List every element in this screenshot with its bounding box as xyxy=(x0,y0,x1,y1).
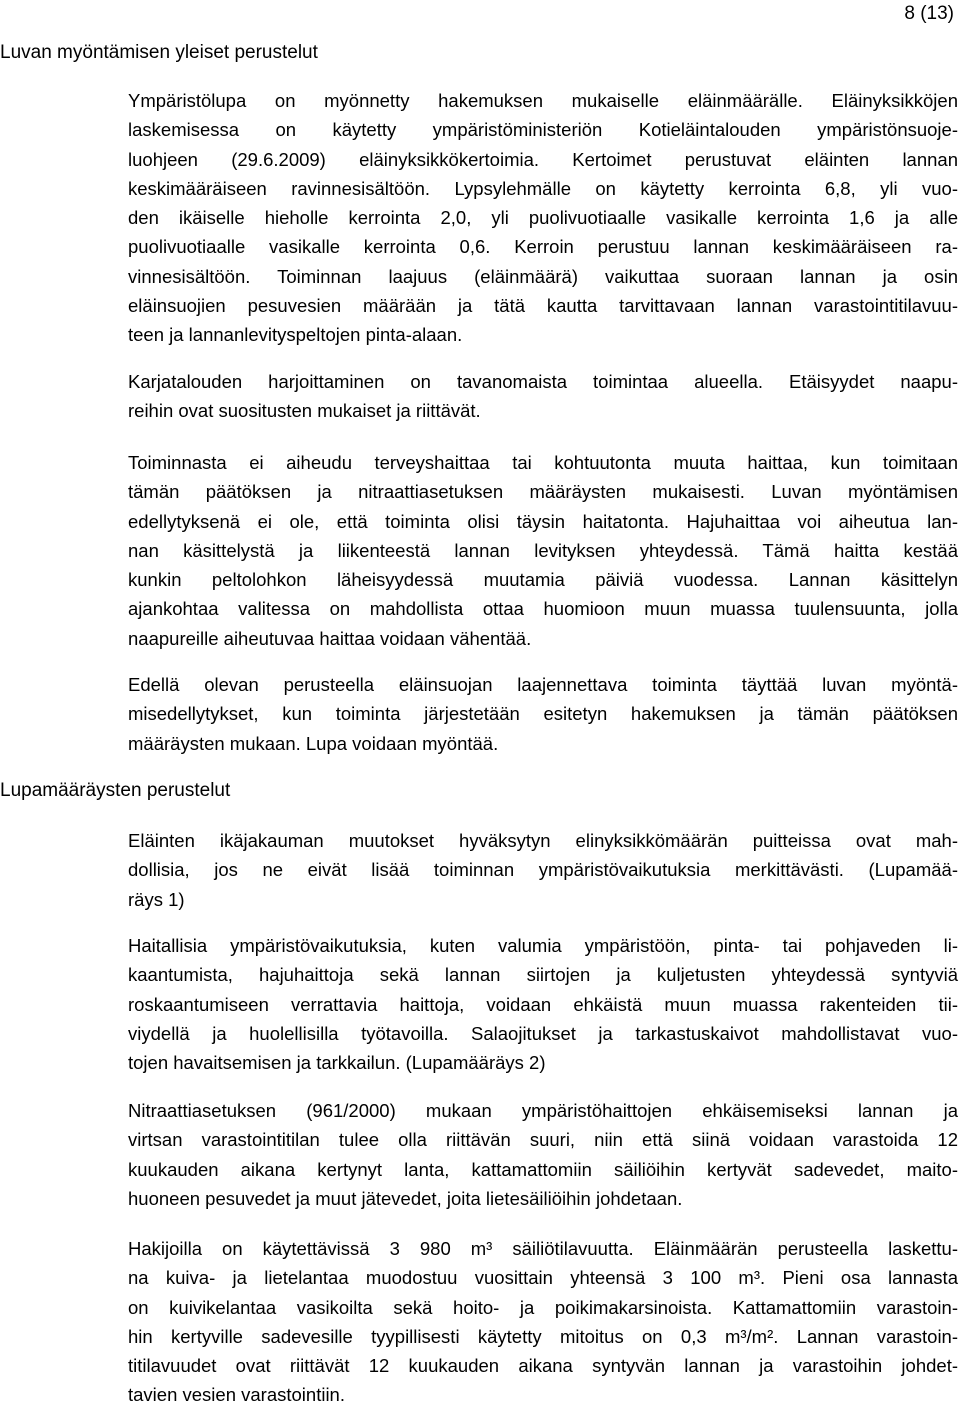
text-line: viydellä ja huolellisilla työtavoilla. Salaojitukset ja tarkastuskaivot mahdollistavat vuo- xyxy=(128,1022,958,1044)
paragraph xyxy=(128,1234,958,1410)
text-line: tavien vesien varastointiin. xyxy=(128,1384,345,1406)
paragraph xyxy=(128,670,958,758)
text-line: roskaantumiseen verrattavia haittoja, voidaan ehkäistä muun muassa rakenteiden tii- xyxy=(128,993,958,1015)
text-line: misedellytykset, kun toiminta järjestetään esitetyn hakemuksen ja tämän päätöksen xyxy=(128,703,958,725)
text-line: naapureille aiheutuvaa haittaa voidaan vähentää. xyxy=(128,627,532,649)
section-heading-permit-conditions-grounds: Lupamääräysten perustelut xyxy=(0,780,231,801)
text-line: tämän päätöksen ja nitraattiasetuksen määräysten mukaisesti. Luvan myöntämisen xyxy=(128,481,958,503)
text-line: titilavuudet ovat riittävät 12 kuukauden aikana syntyvän lannan ja varastoihin johdet- xyxy=(128,1355,958,1377)
text-line: edellytyksenä ei ole, että toiminta olisi täysin haitatonta. Hajuhaittaa voi aiheutua lan- xyxy=(128,510,958,532)
text-line: eläinsuojien pesuvesien määrään ja tätä kautta tarvittavaan lannan varastointitilavuu- xyxy=(128,295,958,317)
text-line: ajankohtaa valitessa on mahdollista ottaa huomioon muun muassa tuulensuunta, jolla xyxy=(128,598,958,620)
text-line: on kuivikelantaa vasikoilta sekä hoito- ja poikimakarsinoista. Kattamattomiin varastoin- xyxy=(128,1296,958,1318)
text-line: teen ja lannanlevityspeltojen pinta-alaan. xyxy=(128,324,463,346)
text-line: Karjatalouden harjoittaminen on tavanomaista toimintaa alueella. Etäisyydet naapu- xyxy=(128,371,958,392)
text-line: virtsan varastointitilan tulee olla riittävän suuri, niin että siinä voidaan varastoida 12 xyxy=(128,1129,958,1151)
paragraph xyxy=(128,86,958,350)
text-line: Toiminnasta ei aiheudu terveyshaittaa tai kohtuutonta muuta haittaa, kun toimitaan xyxy=(128,452,958,473)
paragraph xyxy=(128,1096,958,1213)
text-line: Hakijoilla on käytettävissä 3 980 m³ säiliötilavuutta. Eläinmäärän perusteella laskettu- xyxy=(128,1238,958,1259)
page-number: 8 (13) xyxy=(904,3,954,24)
text-line: nan käsittelystä ja liikenteestä lannan levityksen yhteydessä. Tämä haitta kestää xyxy=(128,539,958,561)
text-line: hin kertyville sadevesille tyypillisesti käytetty mitoitus on 0,3 m³/m². Lannan varastoin- xyxy=(128,1325,958,1347)
section-heading-permit-grounds: Luvan myöntämisen yleiset perustelut xyxy=(0,42,318,63)
paragraph xyxy=(128,367,958,426)
text-line: laskemisessa on käytetty ympäristöministeriön Kotieläintalouden ympäristönsuoje- xyxy=(128,119,958,141)
text-line: Nitraattiasetuksen (961/2000) mukaan ympäristöhaittojen ehkäisemiseksi lannan ja xyxy=(128,1100,958,1121)
paragraph xyxy=(128,448,958,653)
text-line: tojen havaitsemisen ja tarkkailun. (Lupamääräys 2) xyxy=(128,1052,546,1074)
text-line: räys 1) xyxy=(128,888,185,910)
text-line: Ympäristölupa on myönnetty hakemuksen mukaiselle eläinmäärälle. Eläinyksikköjen xyxy=(128,90,958,111)
text-line: kunkin peltolohkon läheisyydessä muutamia päiviä vuodessa. Lannan käsittelyn xyxy=(128,569,958,591)
text-line: kaantumista, hajuhaittoja sekä lannan siirtojen ja kuljetusten yhteydessä syntyviä xyxy=(128,964,958,986)
text-line: puolivuotiaalle vasikalle kerrointa 0,6. Kerroin perustuu lannan keskimääräiseen ra- xyxy=(128,236,958,258)
text-line: na kuiva- ja lietelantaa muodostuu vuosittain yhteensä 3 100 m³. Pieni osa lannasta xyxy=(128,1267,958,1289)
text-line: Haitallisia ympäristövaikutuksia, kuten valumia ympäristöön, pinta- tai pohjaveden li- xyxy=(128,935,958,956)
text-line: määräysten mukaan. Lupa voidaan myöntää. xyxy=(128,732,499,754)
text-line: vinnesisältöön. Toiminnan laajuus (eläinmäärä) vaikuttaa suoraan lannan ja osin xyxy=(128,265,958,287)
text-line: reihin ovat suositusten mukaiset ja riittävät. xyxy=(128,400,481,422)
paragraph xyxy=(128,931,958,1077)
text-line: luohjeen (29.6.2009) eläinyksikkökertoimia. Kertoimet perustuvat eläinten lannan xyxy=(128,148,958,170)
text-line: den ikäiselle hieholle kerrointa 2,0, yli puolivuotiaalle vasikalle kerrointa 1,6 ja alle xyxy=(128,207,958,229)
text-line: dollisia, jos ne eivät lisää toiminnan ympäristövaikutuksia merkittävästi. (Lupamää- xyxy=(128,859,958,881)
text-line: Edellä olevan perusteella eläinsuojan laajennettava toiminta täyttää luvan myöntä- xyxy=(128,674,958,695)
text-line: keskimääräiseen ravinnesisältöön. Lypsylehmälle on käytetty kerrointa 6,8, yli vuo- xyxy=(128,177,958,199)
paragraph xyxy=(128,826,958,914)
text-line: Eläinten ikäjakauman muutokset hyväksytyn elinyksikkömäärän puitteissa ovat mah- xyxy=(128,830,958,851)
text-line: kuukauden aikana kertynyt lanta, kattamattomiin säiliöihin kertyvät sadevedet, maito- xyxy=(128,1158,958,1180)
text-line: huoneen pesuvedet ja muut jätevedet, joita lietesäiliöihin johdetaan. xyxy=(128,1187,683,1209)
